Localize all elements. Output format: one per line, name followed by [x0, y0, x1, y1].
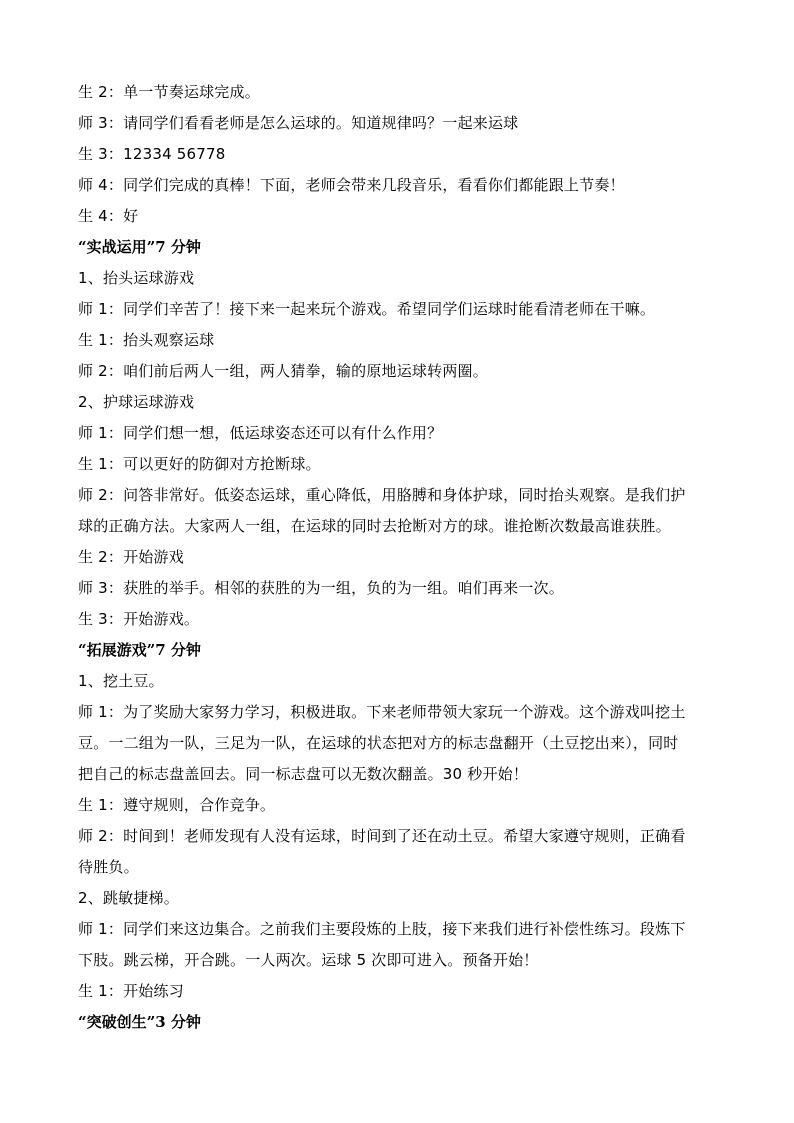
dialogue-line: 师 1：为了奖励大家努力学习，积极进取。下来老师带领大家玩一个游戏。这个游戏叫挖土: [78, 703, 686, 721]
dialogue-line: 把自己的标志盘盖回去。同一标志盘可以无数次翻盖。30 秒开始！: [78, 765, 529, 783]
section-heading: “实战运用”7 分钟: [78, 238, 201, 256]
dialogue-line: 豆。一二组为一队，三足为一队，在运球的状态把对方的标志盘翻开（土豆挖出来），同时: [78, 734, 679, 752]
dialogue-line: 师 1：同学们来这边集合。之前我们主要段炼的上肢，接下来我们进行补偿性练习。段炼下: [78, 920, 686, 938]
dialogue-line: 师 3：请同学们看看老师是怎么运球的。知道规律吗？一起来运球: [78, 114, 519, 132]
dialogue-line: 师 2：咱们前后两人一组，两人猜拳，输的原地运球转两圈。: [78, 362, 488, 380]
dialogue-line: 师 2：问答非常好。低姿态运球，重心降低，用胳膊和身体护球，同时抬头观察。是我们护: [78, 486, 686, 504]
dialogue-line: 下肢。跳云梯，开合跳。一人两次。运球 5 次即可进入。预备开始！: [78, 951, 539, 969]
dialogue-line: 师 4：同学们完成的真棒！下面，老师会带来几段音乐，看看你们都能跟上节奏！: [78, 176, 625, 194]
dialogue-line: 师 1：同学们想一想，低运球姿态还可以有什么作用？: [78, 424, 443, 442]
document-body: [78, 77, 718, 1038]
dialogue-line: 待胜负。: [78, 858, 139, 876]
dialogue-line: 生 1：开始练习: [78, 982, 184, 1000]
dialogue-line: 生 3：12334 56778: [78, 145, 226, 163]
dialogue-line: 生 3：开始游戏。: [78, 610, 200, 628]
section-heading: “突破创生”3 分钟: [78, 1013, 201, 1031]
dialogue-line: 师 3：获胜的举手。相邻的获胜的为一组，负的为一组。咱们再来一次。: [78, 579, 564, 597]
dialogue-line: 生 2：单一节奏运球完成。: [78, 83, 260, 101]
activity-heading: 2、护球运球游戏: [78, 393, 195, 411]
dialogue-line: 师 2：时间到！老师发现有人没有运球，时间到了还在动土豆。希望大家遵守规则，正确看: [78, 827, 686, 845]
dialogue-line: 师 1：同学们辛苦了！接下来一起来玩个游戏。希望同学们运球时能看清老师在干嘛。: [78, 300, 656, 318]
dialogue-line: 球的正确方法。大家两人一组，在运球的同时去抢断对方的球。谁抢断次数最高谁获胜。: [78, 517, 671, 535]
dialogue-line: 生 2：开始游戏: [78, 548, 184, 566]
activity-heading: 2、跳敏捷梯。: [78, 889, 179, 907]
activity-heading: 1、挖土豆。: [78, 672, 164, 690]
section-heading: “拓展游戏”7 分钟: [78, 641, 201, 659]
activity-heading: 1、抬头运球游戏: [78, 269, 195, 287]
dialogue-line: 生 1：抬头观察运球: [78, 331, 215, 349]
dialogue-line: 生 4：好: [78, 207, 139, 225]
dialogue-line: 生 1：遵守规则，合作竞争。: [78, 796, 276, 814]
dialogue-line: 生 1：可以更好的防御对方抢断球。: [78, 455, 321, 473]
